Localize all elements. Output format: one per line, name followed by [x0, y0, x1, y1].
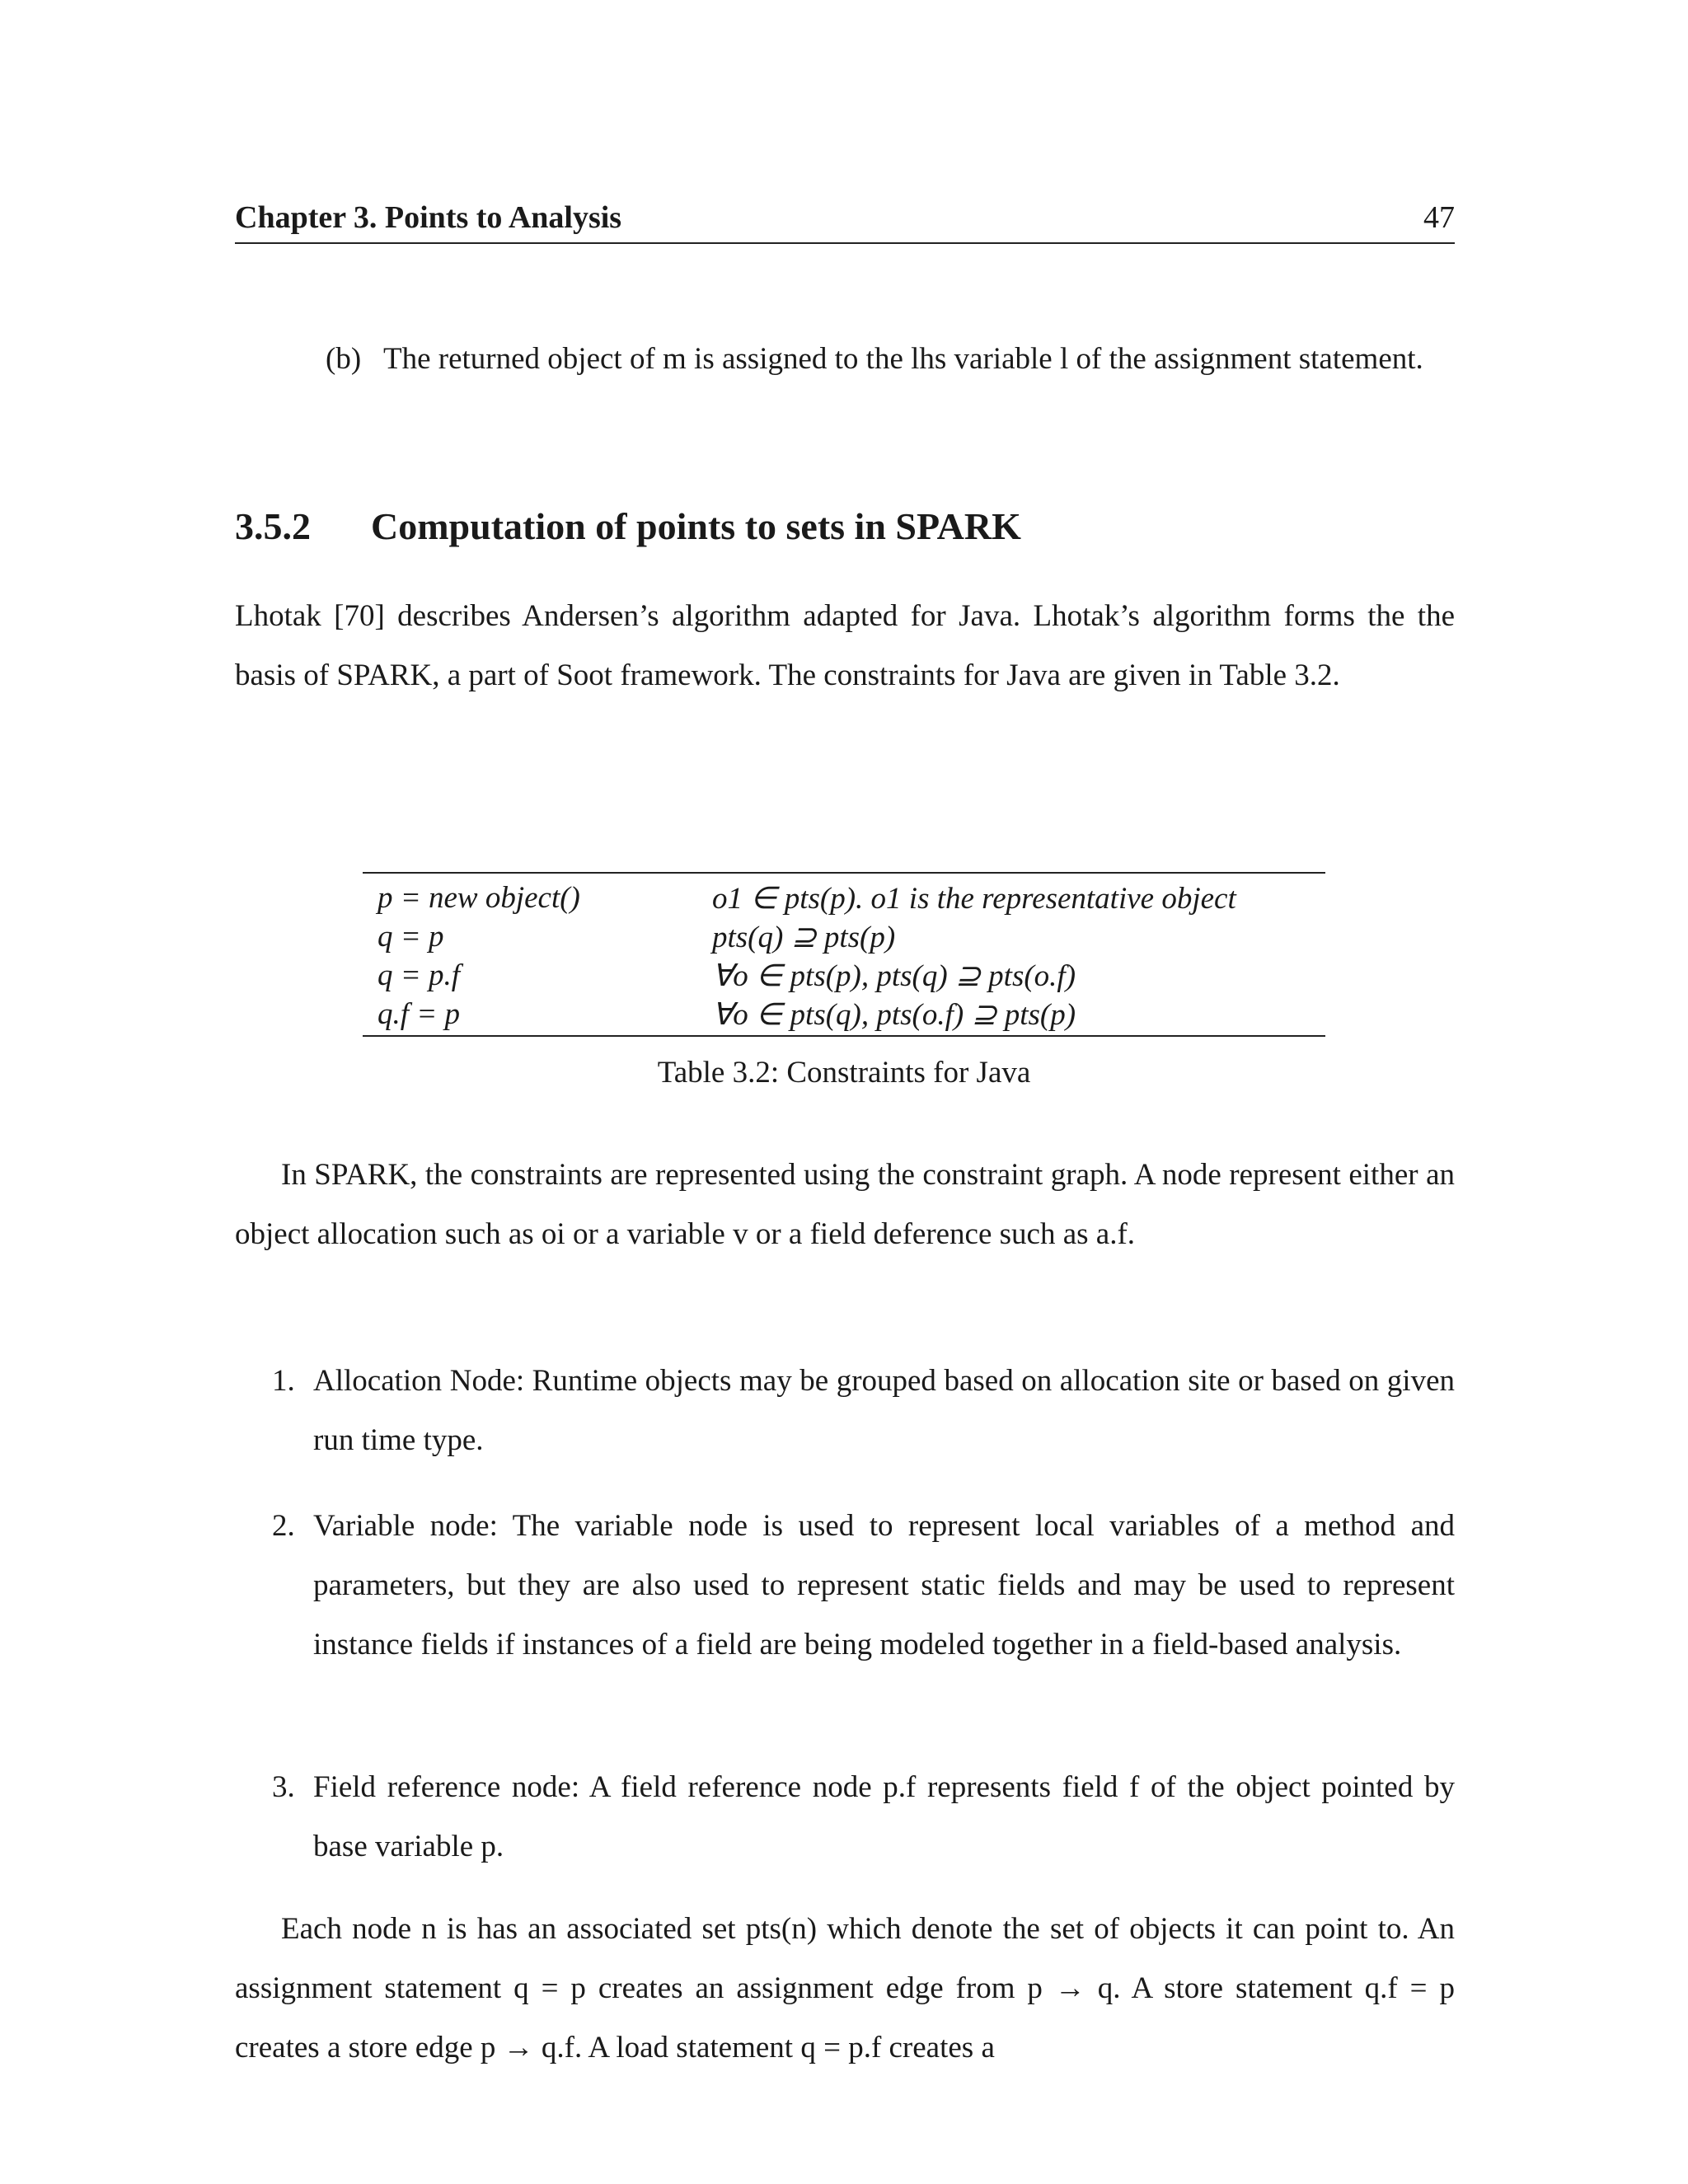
table-cell-statement: p = new object(): [377, 881, 580, 915]
list-item-b: [326, 330, 1455, 389]
paragraph-text: Each node n is has an associated set pts(n) which denote the set of objects it can point to. An assignment statement q = p creates an assignment edge from p → q. A store statement q.f = p creates a store edge p → q.f. A load statement q = p.f creates a: [235, 1912, 1455, 2064]
table-row: [363, 879, 1325, 917]
list-item-text: The returned object of m is assigned to the lhs variable l of the assignment statement.: [383, 342, 1423, 376]
paragraph-text: In SPARK, the constraints are represented using the constraint graph. A node represent either an object allocation such as oi or a variable v or a field deference such as a.f.: [235, 1158, 1455, 1251]
table-cell-constraint: pts(q) ⊇ pts(p): [712, 920, 896, 954]
list-number: 1.: [272, 1364, 295, 1398]
constraints-table: [363, 872, 1325, 1037]
list-item-text: Allocation Node: Runtime objects may be grouped based on allocation site or based on given run time type.: [313, 1364, 1455, 1457]
paragraph-intro: Lhotak [70] describes Andersen’s algorithm adapted for Java. Lhotak’s algorithm forms the the basis of SPARK, a part of Soot framework. The constraints for Java are given in Table 3.2.: [235, 599, 1455, 692]
page-number: 47: [1423, 200, 1455, 235]
table-row: [363, 917, 1325, 956]
chapter-title: Chapter 3. Points to Analysis: [235, 200, 622, 235]
table-caption: Table 3.2: Constraints for Java: [657, 1056, 1031, 1090]
running-header: [235, 196, 1455, 244]
table-row: [363, 956, 1325, 995]
table-cell-constraint: ∀o ∈ pts(q), pts(o.f) ⊇ pts(p): [712, 997, 1076, 1032]
table-row: [363, 995, 1325, 1033]
section-heading: [235, 504, 1021, 548]
list-number: 2.: [272, 1509, 295, 1543]
numbered-list-item: [235, 1352, 1455, 1470]
list-item-text: Variable node: The variable node is used to represent local variables of a method and parameters, but they are also used to represent static fields and may be used to represent instance fields if instances of a field are being modeled together in a field-based analysis.: [313, 1509, 1455, 1661]
paragraph-constraint-graph: [235, 1146, 1455, 1264]
numbered-list-item: [235, 1497, 1455, 1675]
list-number: 3.: [272, 1770, 295, 1804]
list-item-text: Field reference node: A field reference node p.f represents field f of the object pointed by base variable p.: [313, 1770, 1455, 1863]
table-cell-statement: q = p: [377, 920, 444, 954]
section-number: 3.5.2: [235, 505, 311, 547]
numbered-list-item: [235, 1758, 1455, 1877]
table-cell-statement: q.f = p: [377, 997, 460, 1031]
table-cell-constraint: ∀o ∈ pts(p), pts(q) ⊇ pts(o.f): [712, 958, 1076, 993]
list-marker: (b): [326, 342, 362, 376]
table-cell-constraint: o1 ∈ pts(p). o1 is the representative object: [712, 881, 1236, 916]
paragraph-pts-sets: [235, 1900, 1455, 2078]
table-cell-statement: q = p.f: [377, 958, 460, 992]
section-title: Computation of points to sets in SPARK: [371, 505, 1021, 547]
